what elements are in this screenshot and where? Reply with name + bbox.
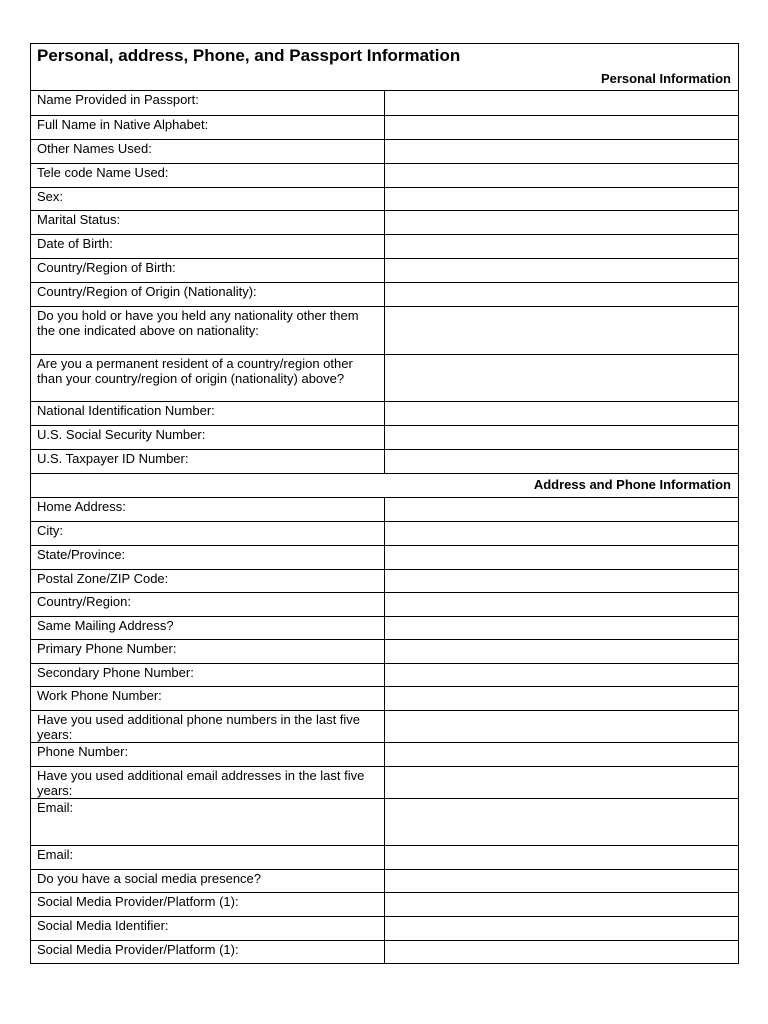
field-value-cell[interactable] bbox=[385, 164, 739, 188]
field-value-cell[interactable] bbox=[385, 91, 739, 116]
field-value-cell[interactable] bbox=[385, 846, 739, 870]
field-row bbox=[31, 687, 739, 711]
field-row bbox=[31, 917, 739, 941]
field-label: Full Name in Native Alphabet: bbox=[31, 116, 385, 140]
field-label: Email: bbox=[31, 846, 385, 870]
field-row bbox=[31, 522, 739, 546]
field-value-cell[interactable] bbox=[385, 426, 739, 450]
field-row bbox=[31, 426, 739, 450]
field-row bbox=[31, 116, 739, 140]
field-label: Postal Zone/ZIP Code: bbox=[31, 570, 385, 593]
field-row bbox=[31, 402, 739, 426]
field-row bbox=[31, 870, 739, 893]
field-value-cell[interactable] bbox=[385, 546, 739, 570]
field-value-cell[interactable] bbox=[385, 188, 739, 211]
field-row bbox=[31, 593, 739, 617]
field-label: U.S. Social Security Number: bbox=[31, 426, 385, 450]
field-value-cell[interactable] bbox=[385, 211, 739, 235]
field-label: Primary Phone Number: bbox=[31, 640, 385, 664]
field-label: Are you a permanent resident of a country/region other than your country/region of origin (nationality) above? bbox=[31, 355, 385, 402]
field-value-cell[interactable] bbox=[385, 522, 739, 546]
field-label: Social Media Provider/Platform (1): bbox=[31, 941, 385, 964]
field-value-cell[interactable] bbox=[385, 711, 739, 743]
field-value-cell[interactable] bbox=[385, 355, 739, 402]
field-value-cell[interactable] bbox=[385, 450, 739, 474]
field-label: Same Mailing Address? bbox=[31, 617, 385, 640]
field-label: Do you hold or have you held any nationality other them the one indicated above on nationality: bbox=[31, 307, 385, 355]
field-label: Country/Region: bbox=[31, 593, 385, 617]
field-row bbox=[31, 711, 739, 743]
field-label: Date of Birth: bbox=[31, 235, 385, 259]
field-row bbox=[31, 259, 739, 283]
field-row bbox=[31, 307, 739, 355]
field-row bbox=[31, 91, 739, 116]
field-row bbox=[31, 664, 739, 687]
field-label: Secondary Phone Number: bbox=[31, 664, 385, 687]
field-label: Country/Region of Origin (Nationality): bbox=[31, 283, 385, 307]
field-value-cell[interactable] bbox=[385, 259, 739, 283]
field-value-cell[interactable] bbox=[385, 664, 739, 687]
field-value-cell[interactable] bbox=[385, 593, 739, 617]
field-label: Sex: bbox=[31, 188, 385, 211]
field-row bbox=[31, 546, 739, 570]
field-label: Email: bbox=[31, 799, 385, 846]
field-value-cell[interactable] bbox=[385, 799, 739, 846]
section-heading: Address and Phone Information bbox=[31, 474, 739, 498]
field-value-cell[interactable] bbox=[385, 767, 739, 799]
field-value-cell[interactable] bbox=[385, 893, 739, 917]
field-label: Name Provided in Passport: bbox=[31, 91, 385, 116]
field-row bbox=[31, 211, 739, 235]
field-value-cell[interactable] bbox=[385, 235, 739, 259]
section-heading: Personal Information bbox=[31, 68, 739, 91]
field-value-cell[interactable] bbox=[385, 617, 739, 640]
field-row bbox=[31, 941, 739, 964]
field-label: Marital Status: bbox=[31, 211, 385, 235]
field-label: Have you used additional phone numbers in the last five years: bbox=[31, 711, 385, 743]
field-row bbox=[31, 498, 739, 522]
field-label: Other Names Used: bbox=[31, 140, 385, 164]
field-value-cell[interactable] bbox=[385, 640, 739, 664]
field-label: U.S. Taxpayer ID Number: bbox=[31, 450, 385, 474]
field-label: Social Media Provider/Platform (1): bbox=[31, 893, 385, 917]
field-label: Social Media Identifier: bbox=[31, 917, 385, 941]
field-row bbox=[31, 140, 739, 164]
field-row bbox=[31, 846, 739, 870]
section-header-row bbox=[31, 474, 739, 498]
field-label: National Identification Number: bbox=[31, 402, 385, 426]
field-value-cell[interactable] bbox=[385, 402, 739, 426]
field-label: Tele code Name Used: bbox=[31, 164, 385, 188]
field-label: City: bbox=[31, 522, 385, 546]
field-label: State/Province: bbox=[31, 546, 385, 570]
field-value-cell[interactable] bbox=[385, 743, 739, 767]
field-row bbox=[31, 164, 739, 188]
field-row bbox=[31, 640, 739, 664]
field-row bbox=[31, 450, 739, 474]
field-value-cell[interactable] bbox=[385, 917, 739, 941]
field-value-cell[interactable] bbox=[385, 687, 739, 711]
field-row bbox=[31, 188, 739, 211]
field-value-cell[interactable] bbox=[385, 116, 739, 140]
field-value-cell[interactable] bbox=[385, 498, 739, 522]
field-row bbox=[31, 355, 739, 402]
field-row bbox=[31, 743, 739, 767]
form-title-row bbox=[31, 44, 739, 68]
field-label: Home Address: bbox=[31, 498, 385, 522]
field-value-cell[interactable] bbox=[385, 941, 739, 964]
field-row bbox=[31, 235, 739, 259]
form-title: Personal, address, Phone, and Passport Information bbox=[31, 44, 739, 68]
section-header-row bbox=[31, 68, 739, 91]
field-label: Do you have a social media presence? bbox=[31, 870, 385, 893]
field-value-cell[interactable] bbox=[385, 307, 739, 355]
field-value-cell[interactable] bbox=[385, 283, 739, 307]
field-row bbox=[31, 893, 739, 917]
field-value-cell[interactable] bbox=[385, 570, 739, 593]
field-value-cell[interactable] bbox=[385, 870, 739, 893]
field-label: Country/Region of Birth: bbox=[31, 259, 385, 283]
field-row bbox=[31, 767, 739, 799]
field-row bbox=[31, 570, 739, 593]
field-row bbox=[31, 283, 739, 307]
field-label: Phone Number: bbox=[31, 743, 385, 767]
field-label: Have you used additional email addresses in the last five years: bbox=[31, 767, 385, 799]
field-row bbox=[31, 617, 739, 640]
field-value-cell[interactable] bbox=[385, 140, 739, 164]
field-label: Work Phone Number: bbox=[31, 687, 385, 711]
passport-info-form bbox=[30, 43, 739, 964]
field-row bbox=[31, 799, 739, 846]
